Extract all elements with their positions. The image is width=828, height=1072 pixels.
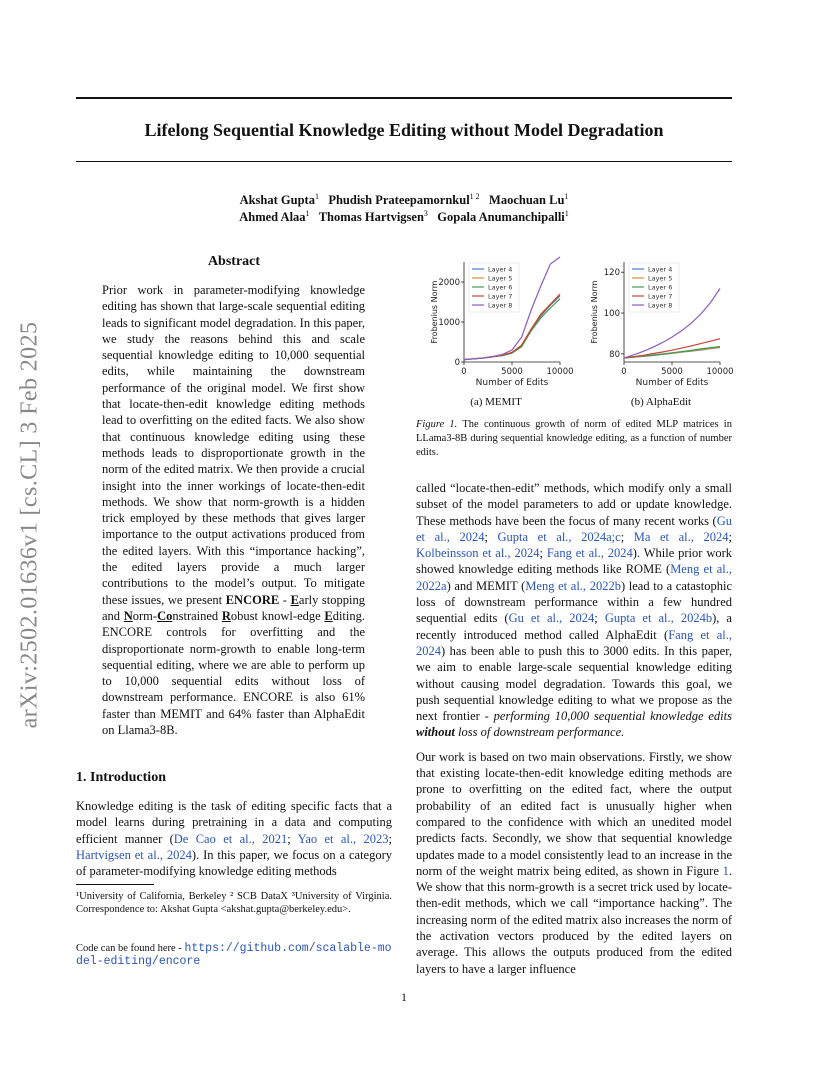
chart-alphaedit [580, 256, 734, 390]
y-axis-label: Frobenius Norm [430, 280, 439, 344]
acronym-connector: stopping and [102, 592, 365, 623]
citation-link[interactable]: De Cao et al., 2021 [173, 831, 288, 846]
subcaption-b: (b) AlphaEdit [630, 396, 692, 408]
citation-link[interactable]: Meng et al., 2022b [525, 578, 621, 593]
citation-link[interactable]: Gu et al., 2024 [416, 513, 732, 544]
citation-link[interactable]: Gupta et al., 2024b [604, 611, 713, 626]
code-label: Code can be found here - [76, 943, 185, 954]
figure-1 [416, 256, 732, 416]
code-url-link[interactable]: https://github.com/scalable-model-editing/encore [76, 942, 392, 969]
body-text: ) has been able to push this to 3000 edits. In this paper, we aim to enable large-scale sequential knowledge editing without causing model degradation. Towards this goal, we push sequential knowledge editing to what we propose as the next frontier - [416, 643, 732, 724]
abstract-text: Prior work in parameter-modifying knowledge editing has shown that large-scale sequential editing leads to significant model degradation. In this paper, we study the reasons behind this and scale sequential knowledge editing to 10,000 sequential edits, while maintaining the downstream performance of the original model. We first show that locate-then-edit knowledge editing methods lead to overfitting on the edited facts. We also show that continuous knowledge editing using these methods leads to disproportionate growth in the norm of the edited matrix. We then provide a crucial insight into the inner workings of locate-then-edit methods. We show that norm-growth is a hidden trick employed by these methods that gives larger importance to the output activations produced from the edited layers. With this “importance hacking”, the edited layers provide a much larger contributions to the model’s output. To mitigate these issues, we present [102, 283, 365, 607]
author-name: Phudish Prateepamornkul [328, 193, 470, 208]
y-tick-label: 80 [609, 349, 620, 360]
intro-text: Knowledge editing is the task of editing specific facts that a model learns during pretraining in a data and computing efficient manner ( [76, 799, 392, 846]
body-text: ). While prior work showed knowledge editing methods like ROME ( [416, 546, 733, 577]
citation-link[interactable]: Fang et al., 2024 [546, 546, 633, 561]
acronym-rest: orm- [132, 608, 158, 623]
acronym-rest: diting. [332, 608, 365, 623]
citation-separator: ; [484, 529, 498, 544]
citation-link[interactable]: Fang et al., 2024 [416, 627, 732, 658]
abstract-heading: Abstract [207, 254, 261, 269]
y-tick-label: 0 [454, 358, 460, 368]
abstract-text: ENCORE controls for overfitting and the disproportionate norm-growth to enable long-term sequential editing, where we are able to perform up to 10,000 sequential edits without loss of downstream performance. ENCORE is also 61% faster than MEMIT and 64% faster than AlphaEdit on Llama3-8B. [102, 625, 365, 738]
abstract-paragraph [102, 282, 365, 738]
x-tick-label: 5000 [661, 367, 683, 377]
legend-label: Layer 7 [488, 292, 513, 301]
subcaption-a: (a) MEMIT [470, 396, 522, 408]
x-tick-label: 10000 [546, 367, 574, 377]
author-name: Ahmed Alaa [239, 210, 306, 225]
acronym-letter: R [221, 608, 231, 623]
author-name: Maochuan Lu [489, 193, 565, 208]
acronym-rest: obust knowl-edge [230, 608, 325, 623]
citation-link[interactable]: Ma et al., 2024 [633, 529, 729, 544]
encore-name: ENCORE [225, 592, 280, 607]
legend-label: Layer 7 [648, 292, 673, 301]
abstract-dash: - [279, 592, 291, 607]
body-text: ) and MEMIT ( [446, 578, 526, 593]
x-axis-label: Number of Edits [475, 378, 549, 388]
acronym-letter: E [290, 592, 299, 607]
intro-paragraph [416, 480, 732, 741]
intro-heading: 1. Introduction [76, 770, 166, 785]
acronym-rest: nstrained [172, 608, 222, 623]
author-affiliation: 3 [423, 209, 428, 218]
author-line-2 [76, 209, 732, 225]
acronym-letter: N [123, 608, 133, 623]
arxiv-identifier[interactable]: arXiv:2502.01636v1 [cs.CL] 3 Feb 2025 [16, 321, 43, 729]
body-text: . We show that this norm-growth is a secret trick used by locate-then-edit methods, which we call “importance hacking”. The increasing norm of the edited matrix also increases the norm of the activation vectors produced by the edited layers on average. This allows the outputs produced from the edited layers to have a larger influence [416, 863, 732, 976]
arxiv-sidebar [10, 295, 50, 755]
legend-label: Layer 4 [648, 265, 673, 274]
abstract-body [102, 282, 365, 738]
emphasis-text: performing 10,000 sequential knowledge edits [493, 709, 732, 724]
footnote-text: ¹University of California, Berkeley ² SCB DataX ³University of Virginia. Correspondence to: Akshat Gupta <akshat.gupta@berkeley.edu>. [76, 891, 392, 916]
author-affiliation: 1 [564, 209, 569, 218]
intro-text: ). In this paper, we focus on a category of parameter-modifying knowledge editing methods [76, 847, 393, 879]
citation-separator: ; [728, 529, 732, 544]
citation-link[interactable]: Yao et al., 2023 [297, 831, 389, 846]
citation-separator: ; [287, 831, 298, 846]
citation-separator: ; [388, 831, 392, 846]
y-tick-label: 2000 [438, 278, 460, 288]
citation-link[interactable]: Hartvigsen et al., 2024 [76, 847, 192, 862]
emphasis-bold: without [416, 725, 455, 740]
citation-separator: ; [594, 611, 605, 626]
page-number: 1 [401, 990, 407, 1004]
author-line-1 [76, 192, 732, 208]
acronym-letter: E [324, 608, 333, 623]
x-tick-label: 10000 [706, 367, 734, 377]
chart-memit [420, 256, 574, 390]
y-tick-label: 100 [603, 309, 620, 320]
x-tick-label: 5000 [501, 367, 523, 377]
citation-link[interactable]: Gu et al., 2024 [508, 611, 595, 626]
footnote-rule [76, 884, 154, 885]
y-tick-label: 1000 [438, 318, 460, 328]
author-affiliation: 1 [314, 192, 319, 201]
body-text: Our work is based on two main observations. Firstly, we show that existing locate-then-edit knowledge editing methods are prone to overfitting on the edited fact, where the output probability of an edited fact is unusually higher when compared to the confidence with which an unedited model predicts facts. Secondly, we show that sequential knowledge updates made to a model consistently lead to an increase in the norm of the weight matrix being edited, as shown in Figure [416, 749, 732, 878]
author-name: Gopala Anumanchipalli [437, 210, 565, 225]
citation-link[interactable]: Gupta et al., 2024a;c [497, 529, 621, 544]
title-rule-top [76, 97, 732, 99]
title-rule-bottom [76, 161, 732, 162]
citation-link[interactable]: Meng et al., 2022a [416, 562, 732, 593]
acronym-letter: Co [157, 608, 173, 623]
emphasis-text: loss of downstream performance. [454, 725, 625, 740]
intro-paragraph [416, 749, 732, 977]
footnote-code [76, 942, 392, 969]
author-affiliation: 1 [305, 209, 310, 218]
author-name: Akshat Gupta [239, 193, 315, 208]
x-axis-label: Number of Edits [635, 378, 709, 388]
citation-separator: ; [620, 529, 634, 544]
legend-label: Layer 6 [648, 283, 673, 292]
intro-paragraph [76, 798, 392, 879]
caption-text: The continuous growth of norm of edited MLP matrices in LLama3-8B during sequential knowledge editing, as a function of number edits. [416, 419, 732, 458]
caption-label: Figure 1. [416, 419, 458, 430]
legend-label: Layer 8 [488, 301, 513, 310]
legend-label: Layer 4 [488, 265, 513, 274]
x-tick-label: 0 [461, 367, 467, 377]
y-axis-label: Frobenius Norm [590, 280, 599, 344]
body-text: ) lead to a catastophic loss of downstream performance within a few hundred sequential edits ( [416, 578, 733, 626]
body-text: ), a recently introduced method called AlphaEdit ( [416, 611, 732, 642]
footnote-affiliations [76, 890, 392, 917]
citation-separator: ; [539, 546, 547, 561]
legend-label: Layer 5 [648, 274, 673, 283]
citation-link[interactable]: Kolbeinsson et al., 2024 [416, 546, 540, 561]
intro-body [76, 798, 392, 879]
legend-label: Layer 8 [648, 301, 673, 310]
author-affiliation: 1 [564, 192, 569, 201]
y-tick-label: 120 [603, 268, 620, 279]
acronym-rest: arly [298, 592, 319, 607]
legend-label: Layer 5 [488, 274, 513, 283]
paper-title: Lifelong Sequential Knowledge Editing without Model Degradation [144, 120, 664, 140]
legend-label: Layer 6 [488, 283, 513, 292]
body-text: called “locate-then-edit” methods, which modify only a small subset of the model parameters to add or update knowledge. These methods have been the focus of many recent works ( [416, 481, 732, 528]
author-affiliation: 1 2 [469, 192, 480, 201]
right-column-body [416, 480, 732, 977]
x-tick-label: 0 [621, 367, 627, 377]
figure-ref-link[interactable]: 1 [722, 863, 729, 878]
figure-caption [416, 418, 732, 460]
author-name: Thomas Hartvigsen [318, 210, 424, 225]
